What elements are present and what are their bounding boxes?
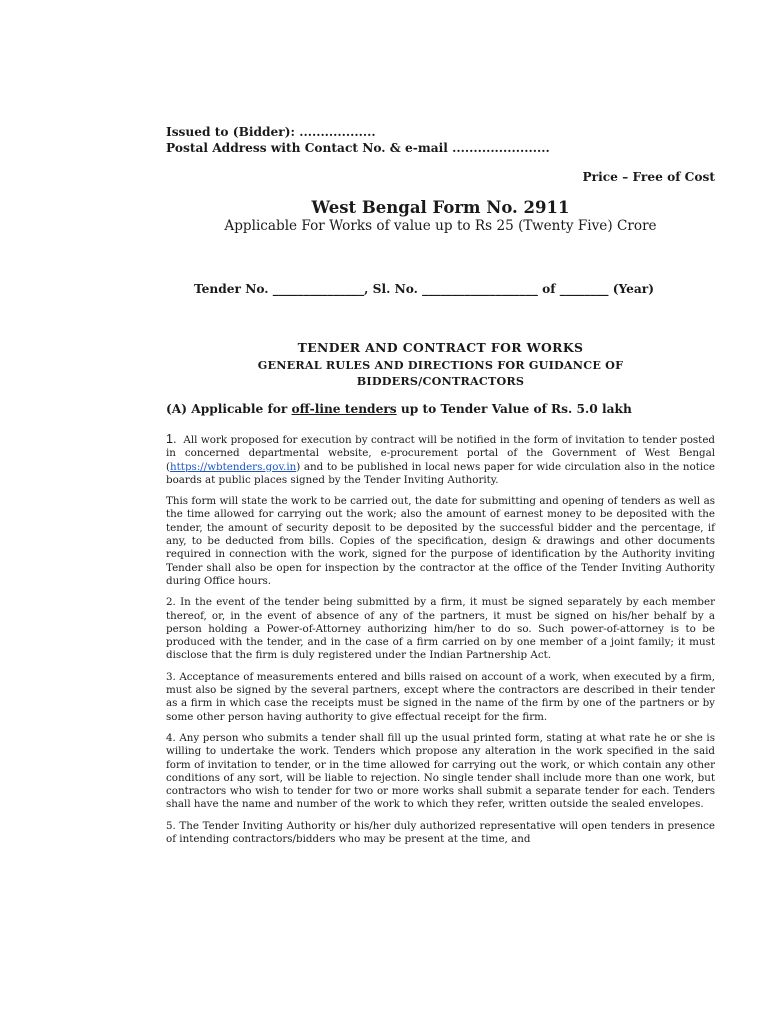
paragraph-1-text-b: ) and to be published in local news paper for wide circulation also in the notice boards at public places signed by the Tender Inviting Authority. [166, 460, 715, 486]
paragraph-4: 4. Any person who submits a tender shall fill up the usual printed form, stating at what rate he or she is willing to undertake the work. Tenders which propose any alteration in the work specified in the said form of invitation to tender, or in the time allowed for carrying out the work, or which contain any other conditions of any sort, will be liable to rejection. No single tender shall include more than one work, but contractors who wish to tender for two or more works shall submit a separate tender for each. Tenders shall have the name and number of the work to which they refer, written outside the sealed envelopes. [166, 731, 715, 811]
price-label: Price – Free of Cost [582, 170, 715, 184]
main-heading: TENDER AND CONTRACT FOR WORKS [297, 340, 584, 355]
issued-to-line: Issued to (Bidder): .................. [166, 125, 376, 139]
paragraph-1 [166, 433, 715, 487]
paragraph-2: 2. In the event of the tender being submitted by a firm, it must be signed separately by each member thereof, or, in the event of absence of any of the partners, it must be signed on his/her behalf by a person holding a Power-of-Attorney authorizing him/her to do so. Such power-of-attorney is to be produced with the tender, and in the case of a firm carried on by one member of a joint family; it must disclose that the firm is duly registered under the Indian Partnership Act. [166, 596, 715, 662]
document-page [166, 0, 715, 1024]
paragraph-1-continued: This form will state the work to be carried out, the date for submitting and opening of tenders as well as the time allowed for carrying out the work; also the amount of earnest money to be deposited with the tender, the amount of security deposit to be deposited by the successful bidder and the percentage, if any, to be deducted from bills. Copies of the specification, design & drawings and other documents required in connection with the work, signed for the purpose of identification by the Authority inviting Tender shall also be open for inspection by the contractor at the office of the Tender Inviting Authority during Office hours. [166, 495, 715, 587]
paragraph-1-number: 1. [166, 432, 177, 446]
paragraph-5: 5. The Tender Inviting Authority or his/her duly authorized representative will open tenders in presence of intending contractors/bidders who may be present at the time, and [166, 819, 715, 846]
paragraph-1-text-a: All work proposed for execution by contract will be notified in the form of invitation to tender posted in concerned departmental website, e-procurement portal of the Government of West Bengal ( [166, 434, 716, 473]
rules-body [166, 433, 715, 854]
section-a-suffix: up to Tender Value of Rs. 5.0 lakh [396, 402, 632, 416]
section-a-prefix: (A) Applicable for [166, 402, 292, 416]
section-a-heading [166, 402, 632, 416]
postal-address-line: Postal Address with Contact No. & e-mail ....................... [166, 141, 550, 155]
form-title: West Bengal Form No. 2911 [311, 198, 570, 217]
wbtenders-link[interactable]: https://wbtenders.gov.in [170, 460, 297, 473]
tender-number-line: Tender No. _______________, Sl. No. ___________________ of ________ (Year) [194, 282, 654, 296]
bidder-info-block [166, 124, 550, 156]
sub-heading-line-2: BIDDERS/CONTRACTORS [356, 374, 525, 388]
sub-heading [166, 357, 715, 389]
section-a-underlined: off-line tenders [291, 402, 397, 416]
form-subtitle: Applicable For Works of value up to Rs 25 (Twenty Five) Crore [224, 218, 657, 234]
sub-heading-line-1: GENERAL RULES AND DIRECTIONS FOR GUIDANCE OF [257, 358, 624, 372]
paragraph-3: 3. Acceptance of measurements entered and bills raised on account of a work, when executed by a firm, must also be signed by the several partners, except where the contractors are described in their tender as a firm in which case the receipts must be signed in the name of the firm by one of the partners or by some other person having authority to give effectual receipt for the firm. [166, 670, 715, 723]
